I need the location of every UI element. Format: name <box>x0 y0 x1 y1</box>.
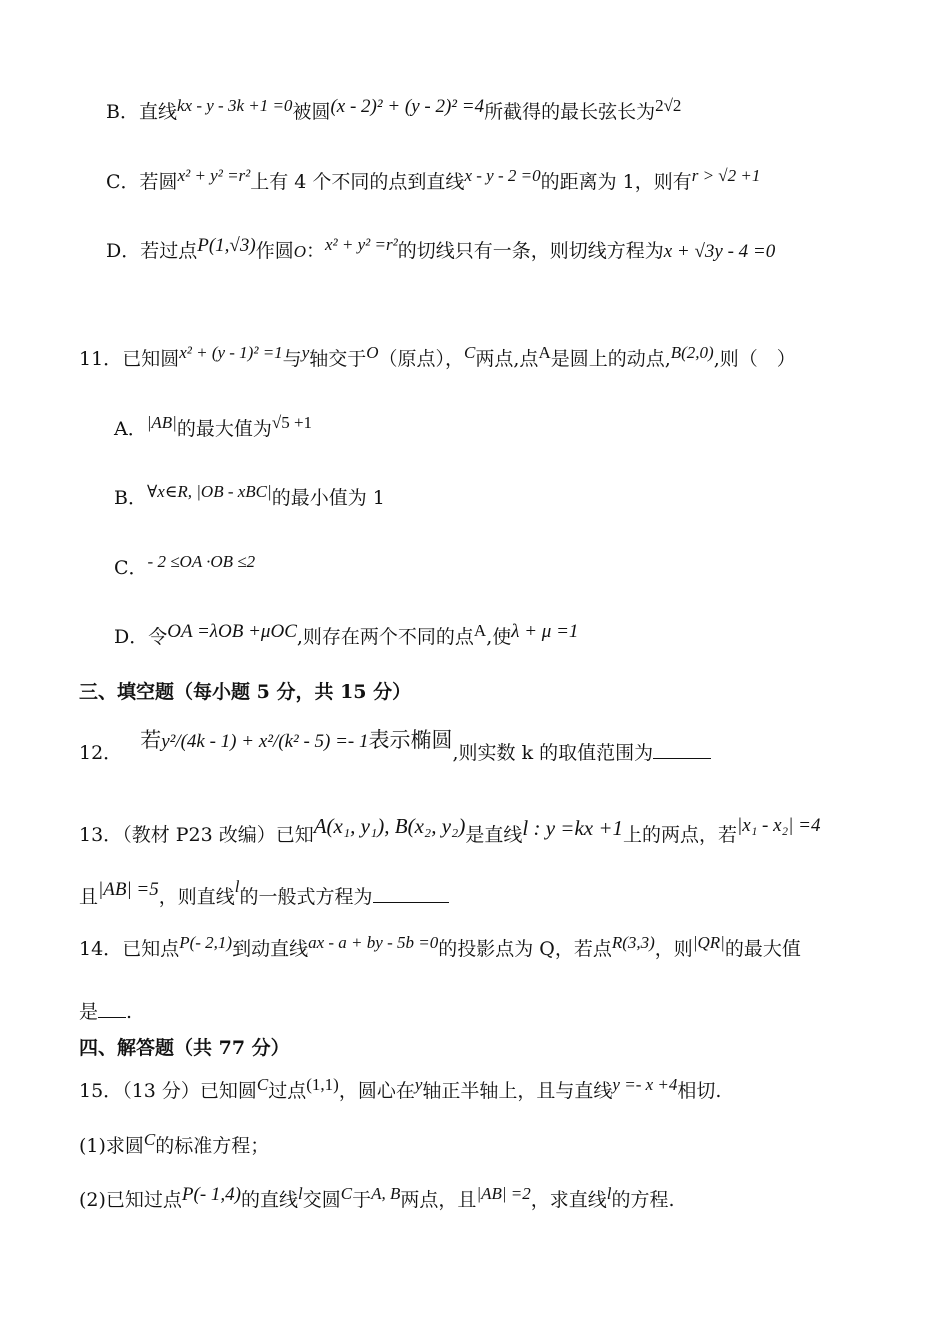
math-expr: OA =λOB +μOC <box>167 621 297 642</box>
answer-blank[interactable] <box>98 999 126 1018</box>
text: 与 <box>282 348 302 370</box>
text: 的最小值为 1 <box>271 487 385 509</box>
text: ，则直线 <box>158 886 235 908</box>
question-number: 12． <box>79 742 123 764</box>
q11-option-c <box>114 552 256 579</box>
text: (1)求圆 <box>79 1135 144 1157</box>
math-expr: |x₁ - x₂| =4 <box>737 815 821 836</box>
question-number: 13． <box>79 824 123 846</box>
text: ,使 <box>486 626 512 648</box>
math-line-eq: kx - y - 3k +1 =0 <box>176 96 293 115</box>
text: 的距离为 1，则有 <box>540 171 692 193</box>
q11-option-b <box>114 482 385 509</box>
text: 若圆 <box>139 171 178 193</box>
text: 轴交于 <box>309 348 367 370</box>
math-circle-eq: (x - 2)² + (y - 2)² =4 <box>330 96 485 117</box>
q14-line1 <box>79 933 801 960</box>
math-symbol: C <box>256 1075 269 1094</box>
q13-line1 <box>79 814 821 846</box>
math-value: 2√2 <box>655 96 682 115</box>
text: 轴正半轴上，且与直线 <box>422 1080 613 1102</box>
text: 的最大值为 <box>176 418 272 440</box>
text: 的方程. <box>611 1189 675 1211</box>
math-line-eq: ax - a + by - 5b =0 <box>308 933 439 952</box>
text: 的标准方程； <box>155 1135 270 1157</box>
option-label: C． <box>114 557 148 579</box>
text: 令 <box>148 626 168 648</box>
text: 是直线 <box>465 824 523 846</box>
text: ，圆心在 <box>338 1080 415 1102</box>
math-symbol: O <box>366 343 379 362</box>
math-line-eq: l : y =kx +1 <box>522 816 624 840</box>
math-value: √5 +1 <box>271 413 313 432</box>
math-symbol: l <box>234 877 240 896</box>
text: ，求直线 <box>530 1189 607 1211</box>
q14-line2 <box>79 999 132 1022</box>
q10-option-b <box>106 96 682 123</box>
text: 上有 4 个不同的点到直线 <box>250 171 465 193</box>
math-symbol: A <box>538 343 551 362</box>
math-expr: ∀x∈R, |OB - xBC| <box>146 482 272 501</box>
option-label: C． <box>106 171 140 193</box>
math-symbol: C <box>143 1130 156 1149</box>
option-label: B． <box>114 487 147 509</box>
q13-line2 <box>79 877 449 908</box>
section-heading-answer: 四、解答题（共 77 分） <box>79 1037 290 1059</box>
math-circle-eq: x² + (y - 1)² =1 <box>179 343 283 362</box>
answer-blank[interactable] <box>373 884 449 903</box>
text: ,则（ ） <box>713 348 796 370</box>
math-expr: |QR| <box>692 933 725 952</box>
math-expr: λ + μ =1 <box>511 621 579 642</box>
text: 的直线 <box>241 1189 299 1211</box>
answer-blank[interactable] <box>653 740 711 759</box>
text: 且 <box>79 886 99 908</box>
math-circle-eq: x² + y² =r² <box>325 235 398 254</box>
q15-stem <box>79 1075 722 1102</box>
math-point: P(- 1,4) <box>181 1184 242 1205</box>
section-heading-fill-in: 三、填空题（每小题 5 分，共 15 分） <box>79 681 412 703</box>
q12: 12．若y²/(4k - 1) + x²/(k² - 5) =- 1表示椭圆,则实数 k 的取值范围为 <box>79 740 711 763</box>
q15-part2 <box>79 1184 675 1211</box>
text: 被圆 <box>292 101 331 123</box>
text: 上的两点，若 <box>623 824 738 846</box>
text: ： <box>306 240 326 262</box>
text: 两点，且 <box>400 1189 477 1211</box>
math-line-eq: y =- x +4 <box>612 1075 678 1094</box>
option-label: A． <box>114 418 147 440</box>
text: 若过点 <box>140 240 198 262</box>
text: 已知圆 <box>122 348 180 370</box>
text: 的切线只有一条，则切线方程为 <box>397 240 664 262</box>
math-symbol: l <box>606 1184 612 1203</box>
q15-part1 <box>79 1130 270 1157</box>
text: 表示椭圆 <box>368 729 453 752</box>
math-symbol: y <box>414 1075 423 1094</box>
math-symbol: A <box>473 621 487 640</box>
math-ellipse-eq: y²/(4k - 1) + x²/(k² - 5) =- 1 <box>161 731 369 752</box>
text: (2)已知过点 <box>79 1189 182 1211</box>
text: 是 <box>79 1001 99 1023</box>
option-label: B． <box>106 101 139 123</box>
text: 作圆 <box>255 240 294 262</box>
math-symbol: y <box>301 343 310 362</box>
math-symbol: C <box>340 1184 353 1203</box>
option-label: D． <box>114 626 149 648</box>
math-expr: |AB| <box>146 413 177 432</box>
text: （教材 P23 改编）已知 <box>122 824 314 846</box>
text: 所截得的最长弦长为 <box>484 101 656 123</box>
text: 直线 <box>138 101 177 123</box>
math-circle-eq: x² + y² =r² <box>177 166 251 185</box>
text: 相切. <box>677 1080 722 1102</box>
text: 于 <box>352 1189 372 1211</box>
text: 的一般式方程为 <box>239 886 373 908</box>
text: （原点）， <box>378 348 465 370</box>
question-number: 11． <box>79 348 123 370</box>
text: 两点,点 <box>475 348 539 370</box>
math-expr: |AB| =2 <box>476 1184 531 1203</box>
text: （13 分）已知圆 <box>122 1080 257 1102</box>
math-point: R(3,3) <box>611 933 655 952</box>
math-symbol: O <box>293 242 306 261</box>
math-inequality: r > √2 +1 <box>691 166 761 185</box>
math-point: (1,1) <box>306 1075 339 1094</box>
math-line-eq: x + √3y - 4 =0 <box>663 241 776 262</box>
text: 的最大值 <box>724 938 801 960</box>
text: 到动直线 <box>232 938 309 960</box>
text: 已知点 <box>122 938 180 960</box>
math-point: B(2,0) <box>670 343 714 362</box>
math-symbol: l <box>298 1184 303 1203</box>
text: . <box>126 1001 133 1023</box>
text: ，则 <box>654 938 693 960</box>
math-line-eq: x - y - 2 =0 <box>464 166 541 185</box>
q11-option-d <box>114 621 579 648</box>
text: ,则存在两个不同的点 <box>296 626 474 648</box>
q11-option-a <box>114 413 313 440</box>
text: 交圆 <box>302 1189 341 1211</box>
text: 的投影点为 Q，若点 <box>438 938 612 960</box>
q10-option-d <box>106 235 776 262</box>
q11-stem <box>79 343 796 370</box>
text: 则实数 k 的取值范围为 <box>458 742 654 764</box>
math-point: P(1,√3) <box>197 235 256 256</box>
math-expr: - 2 ≤OA ·OB ≤2 <box>147 552 256 571</box>
option-label: D． <box>106 240 141 262</box>
math-point: P(- 2,1) <box>179 933 233 952</box>
math-points: A(x₁, y₁), B(x₂, y₂) <box>313 814 466 838</box>
math-symbol: A, B <box>371 1184 401 1203</box>
text: 若 <box>140 729 162 752</box>
text: 是圆上的动点, <box>550 348 671 370</box>
question-number: 15． <box>79 1080 123 1102</box>
question-number: 14． <box>79 938 123 960</box>
text: 过点 <box>268 1080 307 1102</box>
math-expr: |AB| =5 <box>98 879 159 900</box>
q10-option-c <box>106 166 761 193</box>
math-symbol: C <box>464 343 476 362</box>
